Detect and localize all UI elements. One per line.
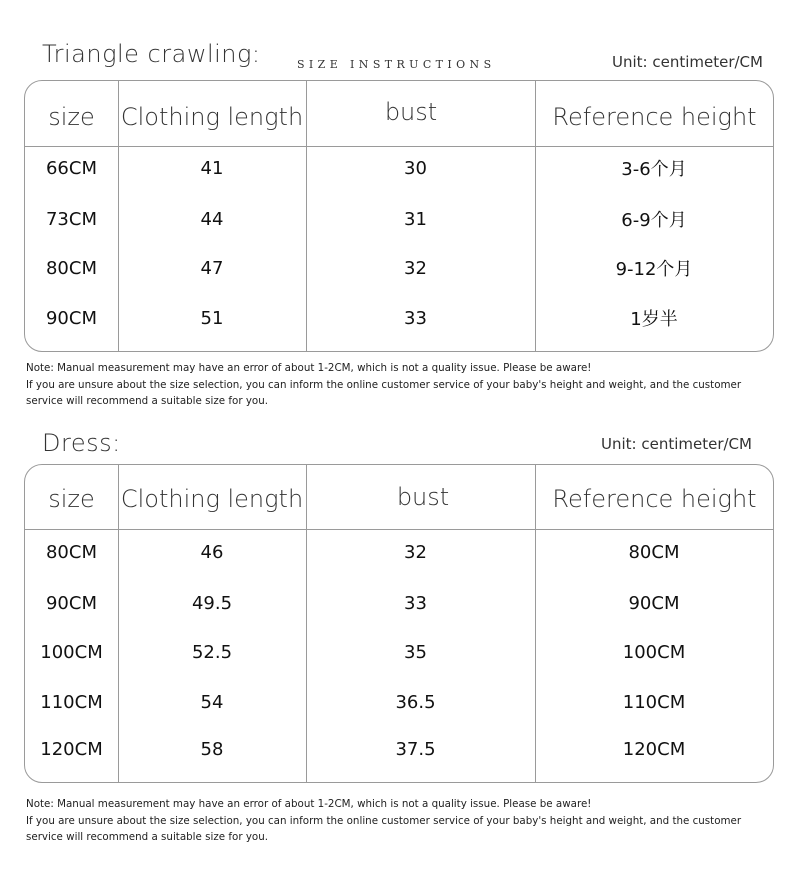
table-cell: 110CM — [40, 691, 103, 713]
unit-label: Unit: centimeter/CM — [612, 53, 763, 71]
table-cell: 6-9个月 — [621, 210, 687, 231]
header-reference-height: Reference height — [552, 103, 757, 131]
header-clothing-length: Clothing length — [120, 485, 304, 513]
table-cell: 3-6个月 — [621, 159, 687, 180]
table-cell: 58 — [200, 738, 224, 760]
size-instructions-caption: SIZE INSTRUCTIONS — [297, 58, 496, 71]
table-cell: 36.5 — [395, 691, 436, 713]
table-cell: 90CM — [45, 307, 97, 329]
note-line: If you are unsure about the size selection, you can inform the online customer service of your baby's height and weight, and the customer — [26, 378, 742, 391]
note-line: service will recommend a suitable size for you. — [26, 831, 269, 843]
table-cell: 46 — [200, 541, 224, 563]
measurement-note — [26, 360, 746, 410]
note-line: Note: Manual measurement may have an error of about 1-2CM, which is not a quality issue. Please be aware! — [26, 798, 592, 810]
dress-section — [0, 420, 800, 878]
table-cell: 90CM — [628, 592, 680, 614]
table-cell: 120CM — [40, 738, 103, 760]
header-size: size — [48, 485, 95, 513]
header-reference-height: Reference height — [552, 485, 757, 513]
table-cell: 31 — [404, 208, 427, 230]
header-bust: bust — [396, 483, 450, 511]
header-size: size — [48, 103, 95, 131]
table-cell: 100CM — [40, 641, 103, 663]
note-line: service will recommend a suitable size for you. — [26, 395, 269, 407]
header-clothing-length: Clothing length — [120, 103, 304, 131]
table-cell: 32 — [404, 541, 427, 563]
table-cell: 44 — [200, 208, 224, 230]
table-cell: 33 — [404, 592, 427, 614]
table-cell: 33 — [404, 307, 427, 329]
table-cell: 100CM — [622, 641, 686, 663]
note-line: Note: Manual measurement may have an error of about 1-2CM, which is not a quality issue. Please be aware! — [26, 362, 592, 374]
table-cell: 35 — [404, 641, 427, 663]
unit-label: Unit: centimeter/CM — [601, 435, 752, 453]
table-cell: 80CM — [45, 541, 97, 563]
header-bust: bust — [384, 98, 438, 126]
table-header-row — [25, 465, 773, 530]
table-cell: 30 — [404, 157, 427, 179]
table-header-row — [25, 81, 773, 147]
table-cell: 51 — [200, 307, 224, 329]
table-cell: 120CM — [622, 738, 686, 760]
measurement-note — [26, 796, 746, 846]
table-cell: 47 — [200, 257, 224, 279]
triangle-crawling-section — [0, 0, 800, 420]
table-cell: 73CM — [45, 208, 97, 230]
table-cell: 41 — [200, 157, 224, 179]
table-cell: 110CM — [622, 691, 686, 713]
section-title: Dress: — [42, 429, 121, 457]
note-line: If you are unsure about the size selection, you can inform the online customer service of your baby's height and weight, and the customer — [26, 814, 742, 827]
size-table — [24, 464, 774, 783]
table-cell: 9-12个月 — [615, 259, 693, 280]
section-title: Triangle crawling: — [42, 40, 261, 68]
table-cell: 32 — [404, 257, 427, 279]
table-cell: 52.5 — [191, 641, 233, 663]
table-cell: 80CM — [628, 541, 680, 563]
table-cell: 90CM — [45, 592, 97, 614]
table-cell: 66CM — [45, 157, 97, 179]
table-cell: 49.5 — [191, 592, 233, 614]
table-cell: 1岁半 — [630, 309, 678, 330]
table-cell: 80CM — [45, 257, 97, 279]
table-cell: 54 — [200, 691, 224, 713]
size-table — [24, 80, 774, 352]
table-cell: 37.5 — [395, 738, 436, 760]
